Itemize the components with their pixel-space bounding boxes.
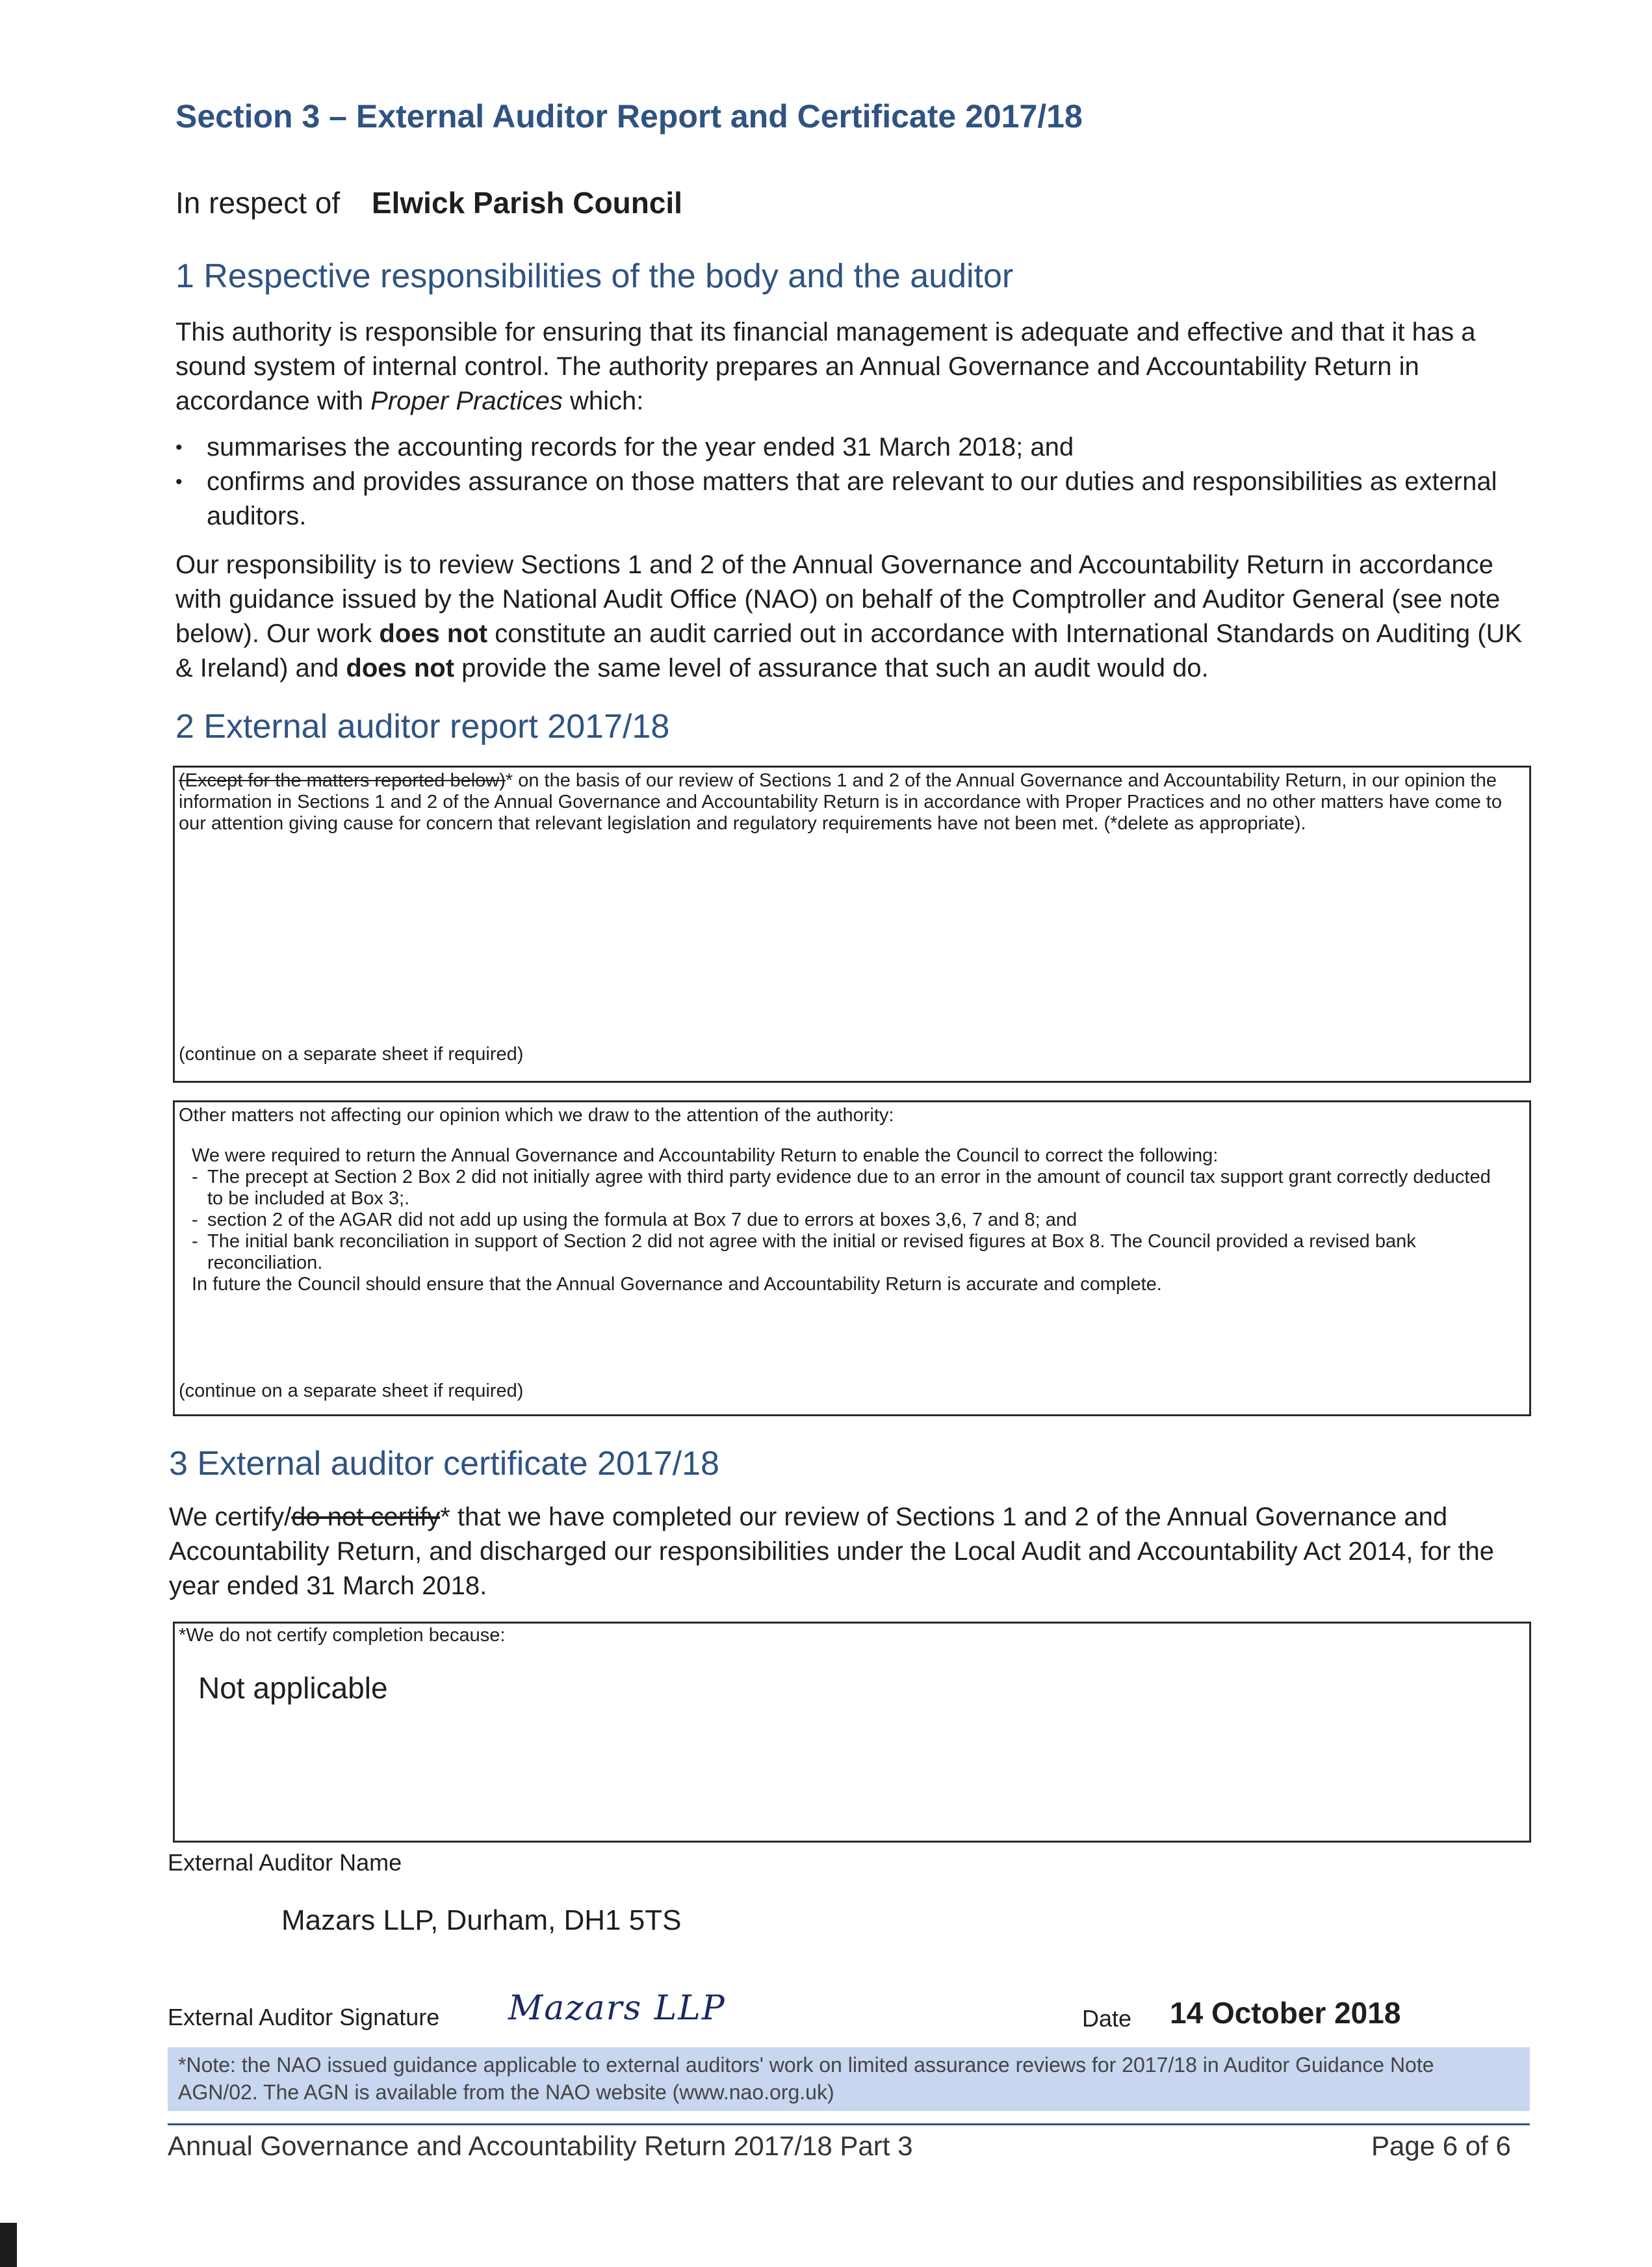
responsibilities-heading: 1 Respective responsibilities of the body and the auditor (175, 257, 1014, 295)
resp-text-2: constitute an audit carried out in accordance with International Standards on Auditing (UK & Ireland) and (175, 619, 1523, 682)
not-certify-box (173, 1622, 1531, 1843)
intro-text-2: which: (562, 387, 644, 415)
certificate-paragraph (169, 1500, 1534, 1603)
other-matters-intro: We were required to return the Annual Governance and Accountability Return to enable the Council to correct the following: (192, 1145, 1219, 1166)
resp-text-3: provide the same level of assurance that such an audit would do. (454, 654, 1209, 682)
resp-text-1: Our responsibility is to review Sections 1 and 2 of the Annual Governance and Accountability Return in accordance with guidance issued by the National Audit Office (NAO) on behalf of the Comptroller and Auditor General (see note below). Our work (175, 551, 1501, 648)
continue-note-2: (continue on a separate sheet if required) (179, 1380, 524, 1401)
date-label: Date (1082, 2005, 1132, 2032)
note-text: *Note: the NAO issued guidance applicable to external auditors' work on limited assurance reviews for 2017/18 in Auditor Guidance Note AGN/02. The AGN is available from the NAO website (www.nao.org.uk) (178, 2053, 1434, 2104)
auditor-signature-label: External Auditor Signature (168, 2004, 440, 2030)
other-matters-box (173, 1100, 1531, 1416)
note-band (168, 2047, 1530, 2111)
other-matters-body (192, 1145, 1511, 1295)
opinion-box (173, 766, 1531, 1083)
responsibilities-bullets (175, 430, 1534, 534)
cert-we: We certify/ (169, 1503, 292, 1531)
resp-bold-1: does not (379, 619, 488, 648)
intro-text-1: This authority is responsible for ensuring that its financial management is adequate and effective and that it has a sound system of internal control. The authority prepares an Annual Governance and Accountability Return in accordance with (175, 318, 1476, 415)
footer-left: Annual Governance and Accountability Return 2017/18 Part 3 (168, 2131, 913, 2161)
continue-note: (continue on a separate sheet if required) (179, 1044, 524, 1065)
intro-italic: Proper Practices (370, 387, 563, 415)
bullet-item: • confirms and provides assurance on those matters that are relevant to our duties and responsibilities as external auditors. (175, 465, 1534, 534)
auditor-name-value: Mazars LLP, Durham, DH1 5TS (281, 1904, 682, 1936)
responsibilities-intro (175, 315, 1534, 419)
opinion-body: * on the basis of our review of Sections 1 and 2 of the Annual Governance and Accountability Return, in our opinion the information in Sections 1 and 2 of the Annual Governance and Accountability Return is in accordance with Proper Practices and no other matters have come to our attention giving cause for concern that relevant legislation and regulatory requirements have not been met. (*delete as appropriate). (179, 770, 1502, 834)
opinion-struck: (Except for the matters reported below) (179, 770, 506, 791)
responsibility-paragraph (175, 548, 1540, 686)
report-heading: 2 External auditor report 2017/18 (175, 708, 670, 745)
footer-page-number: Page 6 of 6 (1371, 2131, 1511, 2161)
auditor-name-label: External Auditor Name (168, 1849, 402, 1876)
date-value: 14 October 2018 (1170, 1996, 1401, 2030)
opinion-text (179, 770, 1517, 835)
other-matters-item: - section 2 of the AGAR did not add up using the formula at Box 7 due to errors at boxes 3,6, 7 and 8; and (192, 1210, 1511, 1231)
other-matters-title: Other matters not affecting our opinion which we draw to the attention of the authority: (179, 1105, 894, 1126)
certificate-heading: 3 External auditor certificate 2017/18 (169, 1445, 719, 1483)
cert-rest: * that we have completed our review of Sections 1 and 2 of the Annual Governance and Accountability Return, and discharged our responsibilities under the Local Audit and Accountability Act 2014, for the year ended 31 March 2018. (169, 1503, 1495, 1600)
body-name: Elwick Parish Council (371, 186, 682, 220)
not-certify-label: *We do not certify completion because: (179, 1625, 506, 1646)
resp-bold-2: does not (346, 654, 455, 682)
section-title: Section 3 – External Auditor Report and Certificate 2017/18 (175, 98, 1083, 135)
other-matters-item: - The precept at Section 2 Box 2 did not initially agree with third party evidence due to an error in the amount of council tax support grant correctly deducted to be included at Box 3;. (192, 1167, 1511, 1210)
in-respect-of-label: In respect of (175, 186, 341, 220)
in-respect-of-row (175, 185, 682, 220)
not-certify-value: Not applicable (198, 1671, 388, 1705)
footer-rule (168, 2123, 1530, 2125)
scan-edge-shadow (0, 2223, 17, 2267)
cert-struck: do not certify (291, 1503, 441, 1531)
other-matters-list (192, 1167, 1511, 1274)
other-matters-closing: In future the Council should ensure that the Annual Governance and Accountability Return is accurate and complete. (192, 1274, 1162, 1295)
auditor-signature: Mazars LLP (508, 1989, 726, 2028)
bullet-item: • summarises the accounting records for the year ended 31 March 2018; and (175, 430, 1534, 465)
other-matters-item: - The initial bank reconciliation in support of Section 2 did not agree with the initial or revised figures at Box 8. The Council provided a revised bank reconciliation. (192, 1231, 1511, 1274)
